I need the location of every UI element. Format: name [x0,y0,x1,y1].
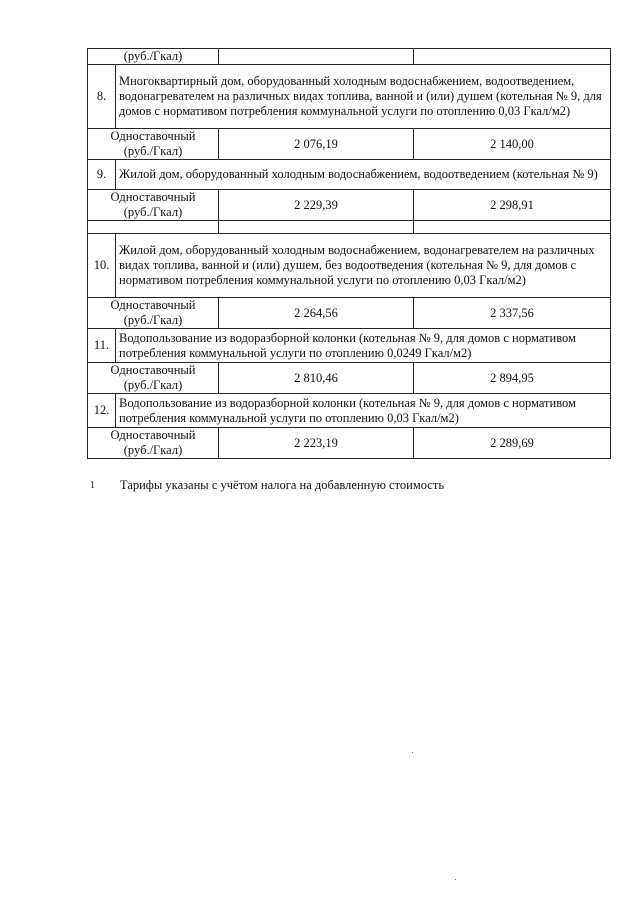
empty-cell [414,221,611,234]
category-row [88,65,611,129]
tariff-value-period-1: 2 810,46 [219,363,414,394]
tariff-unit: (руб./Гкал) [88,49,219,65]
tariff-table [87,48,611,459]
tariff-row [88,190,611,221]
tariff-unit: (руб./Гкал) [123,205,183,219]
tariff-unit: (руб./Гкал) [123,443,183,457]
tariff-value-period-1: 2 076,19 [219,129,414,160]
tariff-label-cell [88,190,219,221]
tariff-value-period-2: 2 289,69 [414,428,611,459]
tariff-label-cell [88,363,219,394]
row-number: 9. [88,160,116,190]
footnote-text: Тарифы указаны с учётом налога на добавленную стоимость [120,478,445,492]
tariff-value-period-1: 2 264,56 [219,298,414,329]
category-description: Многоквартирный дом, оборудованный холодным водоснабжением, водоотведением, водонагревателем на различных видах топлива, ванной и (или) душем (котельная № 9, для домов с нормативом потребления коммунальной услуги по отоплению 0,03 Гкал/м2) [116,65,611,129]
tariff-table-body [88,49,611,459]
tariff-value-period-1 [219,49,414,65]
tariff-label-cell [88,129,219,160]
row-number: 8. [88,65,116,129]
footnote [90,478,610,493]
category-description: Жилой дом, оборудованный холодным водоснабжением, водоотведением (котельная № 9) [116,160,611,190]
scan-speck [412,752,413,753]
category-description: Водопользование из водоразборной колонки (котельная № 9, для домов с нормативом потребления коммунальной услуги по отоплению 0,0249 Гкал/м2) [116,329,611,363]
tariff-row [88,428,611,459]
tariff-value-period-1: 2 223,19 [219,428,414,459]
tariff-row [88,363,611,394]
tariff-value-period-1: 2 229,39 [219,190,414,221]
category-row [88,394,611,428]
empty-cell [219,221,414,234]
tariff-unit: (руб./Гкал) [123,313,183,327]
tariff-value-period-2: 2 337,56 [414,298,611,329]
tariff-label: Одноставочный [110,428,196,442]
scan-speck [455,879,456,880]
tariff-label-cell [88,298,219,329]
empty-cell [88,221,219,234]
row-number: 12. [88,394,116,428]
tariff-value-period-2 [414,49,611,65]
tariff-value-period-2: 2 140,00 [414,129,611,160]
category-row [88,329,611,363]
tariff-row [88,129,611,160]
row-number: 11. [88,329,116,363]
tariff-label-cell [88,428,219,459]
tariff-label: Одноставочный [110,298,196,312]
tariff-label: Одноставочный [110,190,196,204]
category-row [88,160,611,190]
tariff-unit: (руб./Гкал) [123,144,183,158]
row-number: 10. [88,234,116,298]
tariff-row [88,298,611,329]
tariff-row [88,49,611,65]
category-description: Водопользование из водоразборной колонки (котельная № 9, для домов с нормативом потребления коммунальной услуги по отоплению 0,03 Гкал/м2) [116,394,611,428]
tariff-label: Одноставочный [110,363,196,377]
tariff-value-period-2: 2 298,91 [414,190,611,221]
tariff-label: Одноставочный [110,129,196,143]
category-description: Жилой дом, оборудованный холодным водоснабжением, водонагревателем на различных видах топлива, ванной и (или) душем, без водоотведения (котельная № 9, для домов с нормативом потребления коммунальной услуги по отоплению 0,03 Гкал/м2) [116,234,611,298]
tariff-value-period-2: 2 894,95 [414,363,611,394]
empty-row [88,221,611,234]
category-row [88,234,611,298]
tariff-unit: (руб./Гкал) [123,378,183,392]
footnote-mark: 1 [90,480,95,491]
